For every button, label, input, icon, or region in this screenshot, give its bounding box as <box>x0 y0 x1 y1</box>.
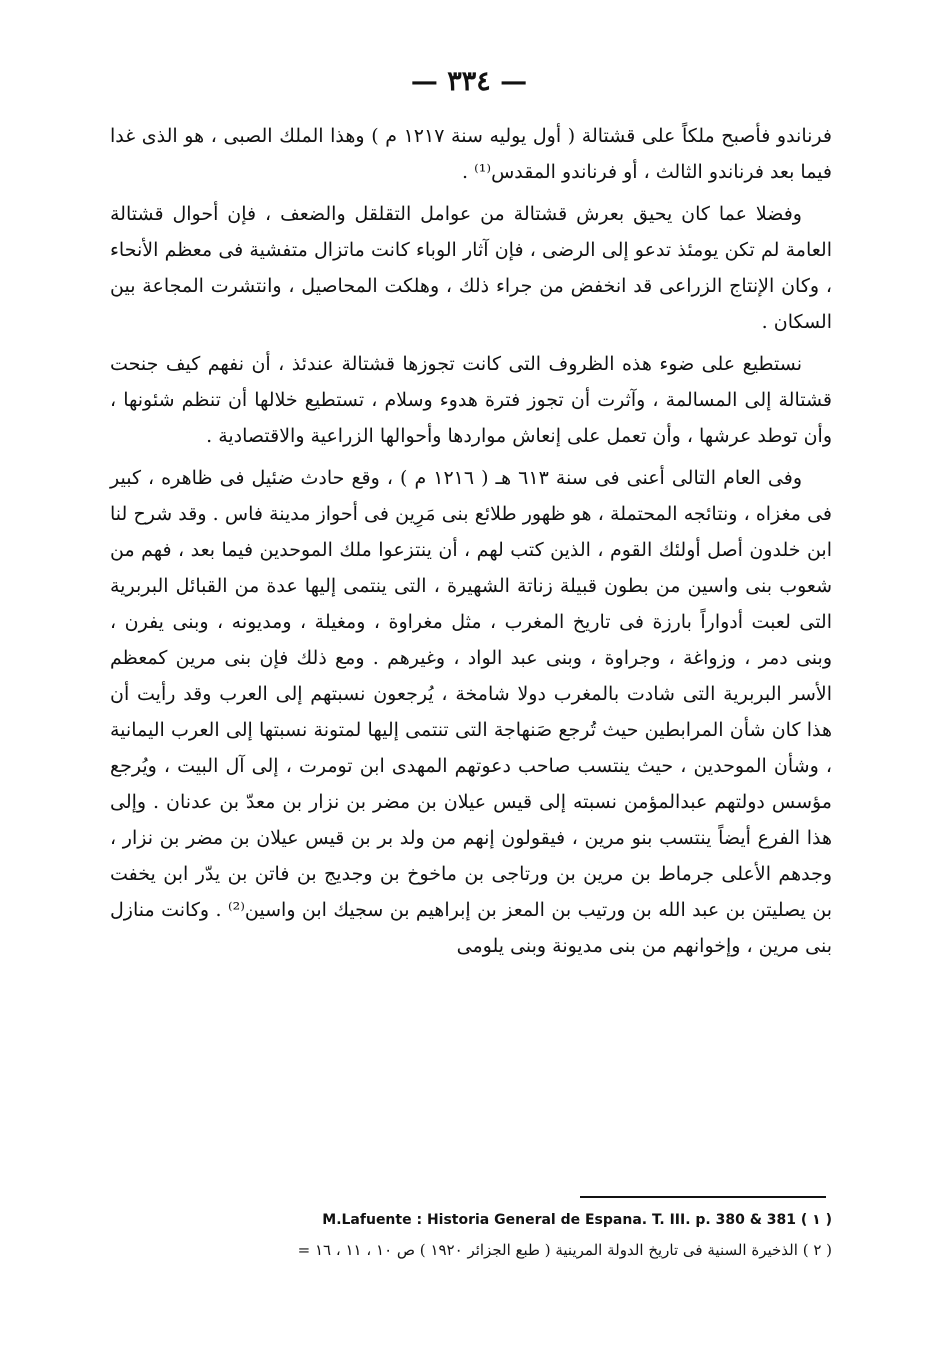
footnote-1 <box>110 1205 832 1235</box>
paragraph-4: وفى العام التالى أعنى فى سنة ٦١٣ هـ ( ١٢١٦ م ) ، وقع حادث ضئيل فى ظاهره ، كبير فى مغزاه ، ونتائجه المحتملة ، هو ظهور طلائع بنى مَرِين فى أحواز مدينة فاس . وقد شرح لنا ابن خلدون أصل أولئك القوم ، الذين كتب لهم ، أن ينتزعوا ملك الموحدين فيما بعد ، فهم من شعوب بنى واسين من بطون قبيلة زناتة الشهيرة ، التى ينتمى إليها عدة من القبائل البربرية التى لعبت أدواراً بارزة فى تاريخ المغرب ، مثل مغراوة ، ومغيلة ، ومديونه ، وبنى يفرن ، وبنى دمر ، وزواغة ، وجراوة ، وبنى عبد الواد ، وغيرهم . ومع ذلك فإن بنى مرين كمعظم الأسر البربرية التى شادت بالمغرب دولا شامخة ، يُرجعون نسبتهم إلى العرب وقد رأيت أن هذا كان شأن المرابطين حيث تُرجع صَنهاجة التى تنتمى إليها لمتونة نسبتها إلى العرب اليمانية ، وشأن الموحدين ، حيث ينتسب صاحب دعوتهم المهدى ابن تومرت ، إلى آل البيت ، ويُرجع مؤسس دولتهم عبدالمؤمن نسبته إلى قيس عيلان بن مضر بن نزار بن معدّ بن عدنان . وإلى هذا الفرع أيضاً ينتسب بنو مرين ، فيقولون إنهم من ولد بر بن قيس عيلان بن مضر بن نزار ، وجدهم الأعلى جرماط بن مرين بن ورتاجى بن ماخوخ بن وجديج بن فاتن بن يدّر ابن يخفت بن يصليتن بن عبد الله بن ورتيب بن المعز بن إبراهيم بن سجيك ابن واسين⁽²⁾ . وكانت منازل بنى مرين ، وإخوانهم من بنى مديونة وبنى يلومى <box>110 467 832 957</box>
paragraph-3: نستطيع على ضوء هذه الظروف التى كانت تجوزها قشتالة عندئذ ، أن نفهم كيف جنحت قشتالة إلى المسالمة ، وآثرت أن تجوز فترة هدوء وسلام ، تستطيع خلالها أن تنظم شئونها ، وأن توطد عرشها ، وأن تعمل على إنعاش مواردها وأحوالها الزراعية والاقتصادية . <box>110 353 832 447</box>
body-text <box>110 118 832 970</box>
footnote-divider <box>580 1196 826 1198</box>
footnote-1-marker: ( ١ ) <box>800 1212 832 1228</box>
footnote-2 <box>110 1235 832 1265</box>
paragraph-1: فرناندو فأصبح ملكاً على قشتالة ( أول يوليه سنة ١٢١٧ م ) وهذا الملك الصبى ، هو الذى غدا فيما بعد فرناندو الثالث ، أو فرناندو المقدس⁽¹⁾ . <box>110 125 832 183</box>
page-number: — ٣٣٤ — <box>410 66 528 97</box>
footnote-2-text: الذخيرة السنية فى تاريخ الدولة المرينية ( طبع الجزائر ١٩٢٠ ) ص ١٠ ، ١١ ، ١٦ = <box>297 1241 798 1259</box>
footnote-1-text: M.Lafuente : Historia General de Espana. T. III. p. 380 & 381 <box>322 1212 797 1228</box>
paragraph-2: وفضلا عما كان يحيق بعرش قشتالة من عوامل التقلقل والضعف ، فإن أحوال قشتالة العامة لم تكن يومئذ تدعو إلى الرضى ، فإن آثار الوباء كانت ماتزال متفشية فى معظم الأنحاء ، وكان الإنتاج الزراعى قد انخفض من جراء ذلك ، وهلكت المحاصيل ، وانتشرت المجاعة بين السكان . <box>110 203 832 333</box>
footnotes <box>110 1205 832 1265</box>
footnote-2-marker: ( ٢ ) <box>802 1241 832 1259</box>
